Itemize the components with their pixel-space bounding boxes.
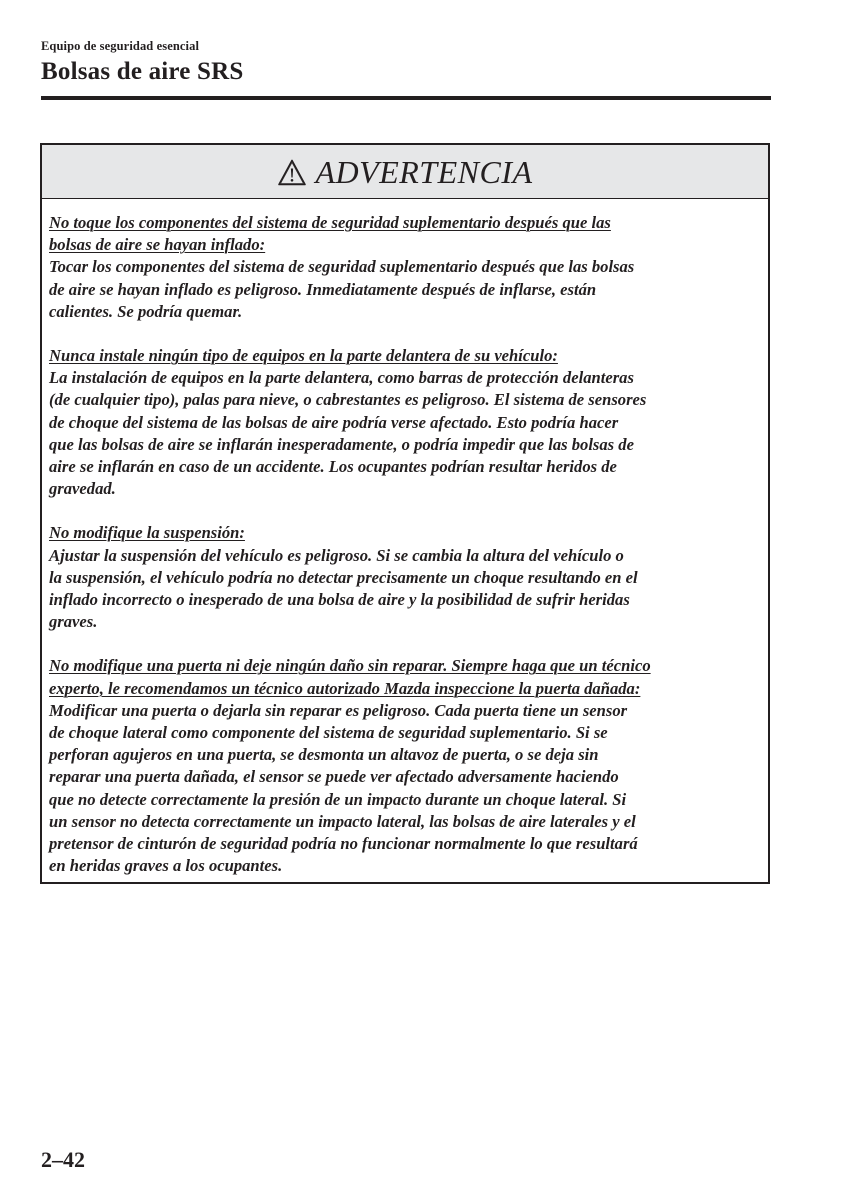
warning-triangle-icon [277,158,307,188]
warning-item-heading: Nunca instale ningún tipo de equipos en la parte delantera de su vehículo: [49,346,558,366]
warning-title: ADVERTENCIA [315,153,533,190]
warning-item-text: Ajustar la suspensión del vehículo es peligroso. Si se cambia la altura del vehículo o la suspensión, el vehículo podría no detectar precisamente un choque resultando en el inflado incorrecto o inesperado de una bolsa de aire y la posibilidad de sufrir heridas graves. [49,545,638,632]
warning-item [49,345,761,500]
warning-item-heading: No modifique la suspensión: [49,523,245,543]
warning-box [40,143,770,884]
warning-header [42,145,768,199]
warning-item-text: Modificar una puerta o dejarla sin reparar es peligroso. Cada puerta tiene un sensor de choque lateral como componente del sistema de seguridad suplementario. Si se perforan agujeros en una puerta, se desmonta un altavoz de puerta, o se deja sin reparar una puerta dañada, el sensor se puede ver afectado adversamente haciendo que no detecte correctamente la presión de un impacto durante un choque lateral. Si un sensor no detecta correctamente un impacto lateral, las bolsas de aire laterales y el pretensor de cinturón de seguridad podría no funcionar normalmente lo que resultará en heridas graves a los ocupantes. [49,700,638,876]
warning-item [49,655,761,877]
warning-item-heading: No modifique una puerta ni deje ningún daño sin reparar. Siempre haga que un técnico experto, le recomendamos un técnico autorizado Mazda inspeccione la puerta dañada: [49,656,651,698]
section-label: Equipo de seguridad esencial [41,39,200,53]
warning-item-heading: No toque los componentes del sistema de seguridad suplementario después que las bolsas de aire se hayan inflado: [49,213,611,255]
warning-item [49,522,761,633]
page-number: 2–42 [41,1147,85,1172]
warning-body [42,199,768,877]
title-divider [41,96,771,100]
warning-item [49,212,761,323]
warning-item-text: La instalación de equipos en la parte delantera, como barras de protección delanteras (de cualquier tipo), palas para nieve, o cabrestantes es peligroso. El sistema de sensores de choque del sistema de las bolsas de aire podría verse afectado. Esto podría hacer que las bolsas de aire se inflarán inesperadamente, o podría impedir que las bolsas de aire se inflarán en caso de un accidente. Los ocupantes podrían resultar heridos de gravedad. [49,368,647,499]
warning-item-text: Tocar los componentes del sistema de seguridad suplementario después que las bolsas de aire se hayan inflado es peligroso. Inmediatamente después de inflarse, están calientes. Se podría quemar. [49,257,635,321]
page-title: Bolsas de aire SRS [41,58,244,85]
